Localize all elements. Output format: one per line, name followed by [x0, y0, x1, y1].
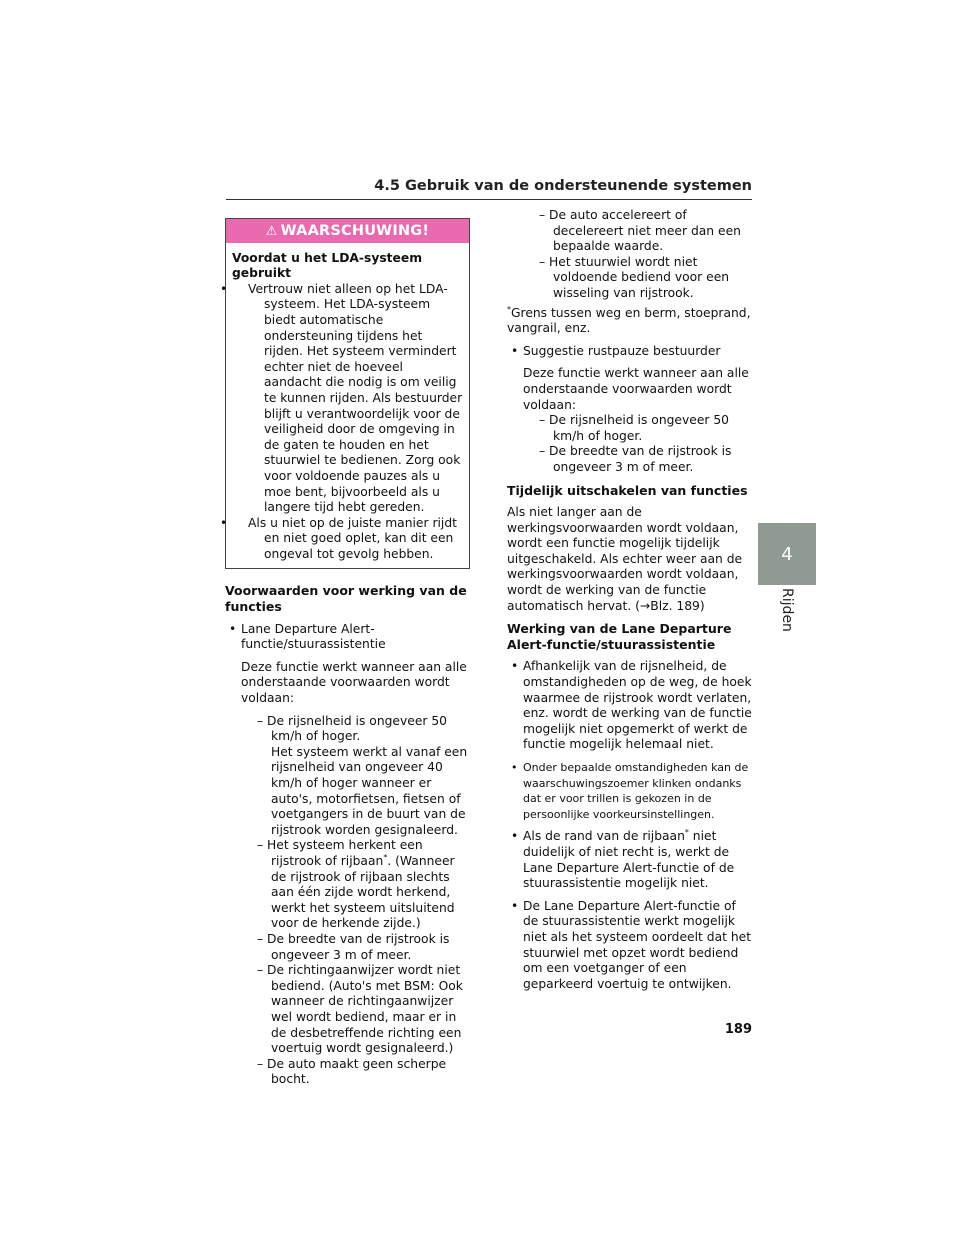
lane-recognition-a: – Het systeem herkent een rijstrook of rijbaan — [257, 838, 423, 868]
operation-3b: niet duidelijk of niet recht is, werkt de Lane Departure Alert-functie of de stuurassistentie mogelijk niet. — [523, 829, 735, 891]
condition-indicator: – De richtingaanwijzer wordt niet bediend. (Auto's met BSM: Ook wanneer de richtingaanwijzer wel wordt bediend, maar er in de desbetreffende richting een voertuig wordt gesignaleerd.) — [257, 963, 463, 1056]
warning-header — [226, 219, 469, 243]
right-column — [507, 208, 752, 992]
rest-speed: – De rijsnelheid is ongeveer 50 km/h of hoger. — [539, 413, 730, 443]
footnote-mark-2: * — [684, 828, 689, 838]
condition-speed-extra: Het systeem werkt al vanaf een rijsnelheid van ongeveer 40 km/h of hoger wanneer er auto's, motorfietsen, fietsen of voetgangers in de buurt van de rijstrook worden gesignaleerd. — [271, 744, 468, 837]
condition-lane-recognition — [241, 838, 470, 932]
chapter-label-wrap — [757, 582, 817, 632]
warning-bullet-2: • Als u niet op de juiste manier rijdt en niet goed oplet, kan dit een ongeval tot gevolg hebben. — [232, 516, 463, 563]
bullet-lda: • Lane Departure Alert-functie/stuurassistentie — [225, 622, 470, 653]
operation-bullet-3 — [507, 829, 752, 891]
warning-triangle-icon: ⚠ — [265, 224, 278, 239]
footnote-mark: * — [383, 852, 388, 862]
operation-bullet-2: • Onder bepaalde omstandigheden kan de waarschuwingszoemer klinken ondanks dat er voor trillen is gekozen in de persoonlijke voorkeursinstellingen. — [507, 760, 752, 822]
condition-lane-width: – De breedte van de rijstrook is ongeveer 3 m of meer. — [257, 931, 450, 962]
footnote — [507, 306, 752, 337]
rest-intro: Deze functie werkt wanneer aan alle onderstaande voorwaarden wordt voldaan: — [523, 366, 749, 412]
condition-list — [225, 714, 470, 1088]
rest-lane-width: – De breedte van de rijstrook is ongeveer 3 m of meer. — [539, 444, 732, 474]
section-heading-temporary: Tijdelijk uitschakelen van functies — [507, 482, 748, 498]
operation-bullet-4: • De Lane Departure Alert-functie of de stuurassistentie werkt mogelijk niet als het systeem oordeelt dat het stuurwiel met opzet wordt bediend om een voetganger of een geparkeerd voertuig te ontwijken. — [507, 899, 752, 993]
lane-recognition-b: . (Wanneer de rijstrook of rijbaan slechts aan één zijde wordt herkend, werkt het systeem uitsluitend voor de herkende zijde.) — [271, 853, 455, 931]
warning-title: WAARSCHUWING! — [280, 223, 430, 239]
footnote-star: * — [507, 304, 511, 314]
left-column — [225, 218, 470, 1088]
condition-list-cont — [507, 208, 752, 302]
chapter-tab — [758, 523, 816, 585]
lda-intro: Deze functie werkt wanneer aan alle onderstaande voorwaarden wordt voldaan: — [241, 659, 467, 706]
section-heading-conditions: Voorwaarden voor werking van de functies — [225, 583, 467, 615]
bullet-rest: • Suggestie rustpauze bestuurder — [507, 344, 752, 360]
condition-steering: – Het stuurwiel wordt niet voldoende bediend voor een wisseling van rijstrook. — [539, 254, 730, 300]
condition-curve: – De auto maakt geen scherpe bocht. — [257, 1056, 447, 1087]
warning-bullet-1: • Vertrouw niet alleen op het LDA-systeem. Het LDA-systeem biedt automatische ondersteuning tijdens het rijden. Het systeem vermindert echter niet de hoeveel aandacht die nodig is om veilig te kunnen rijden. Als bestuurder blijft u verantwoordelijk voor de veiligheid door de omgeving in de gaten te houden en het stuurwiel te bedienen. Zorg ook voor voldoende pauzes als u moe bent, bijvoorbeeld als u langere tijd hebt gereden. — [232, 282, 463, 516]
warning-body — [226, 243, 469, 569]
condition-speed: – De rijsnelheid is ongeveer 50 km/h of hoger. — [257, 713, 448, 744]
section-heading-operation: Werking van de Lane Departure Alert-functie/stuurassistentie — [507, 621, 732, 652]
condition-accel: – De auto accelereert of decelereert niet meer dan een bepaalde waarde. — [539, 208, 741, 254]
warning-subheading: Voordat u het LDA-systeem gebruikt — [232, 250, 423, 281]
page-number: 189 — [724, 1022, 752, 1037]
rest-list — [507, 413, 752, 475]
warning-box — [225, 218, 470, 569]
chapter-label: Rijden — [778, 588, 795, 632]
operation-3a: Als de rand van de rijbaan — [523, 829, 685, 844]
chapter-number: 4 — [781, 543, 793, 565]
temporary-text: Als niet langer aan de werkingsvoorwaarden wordt voldaan, wordt een functie mogelijk tijdelijk uitgeschakeld. Als echter weer aan de werkingsvoorwaarden wordt voldaan, wordt de werking van de functie automatisch hervat. (→Blz. 189) — [507, 505, 743, 613]
footnote-text: Grens tussen weg en berm, stoeprand, vangrail, enz. — [507, 305, 751, 336]
page-header: 4.5 Gebruik van de ondersteunende systemen — [226, 178, 752, 200]
operation-bullet-1: • Afhankelijk van de rijsnelheid, de omstandigheden op de weg, de hoek waarmee de rijstrook wordt verlaten, enz. wordt de werking van de functie mogelijk niet opgemerkt of werkt de functie mogelijk helemaal niet. — [507, 659, 752, 753]
